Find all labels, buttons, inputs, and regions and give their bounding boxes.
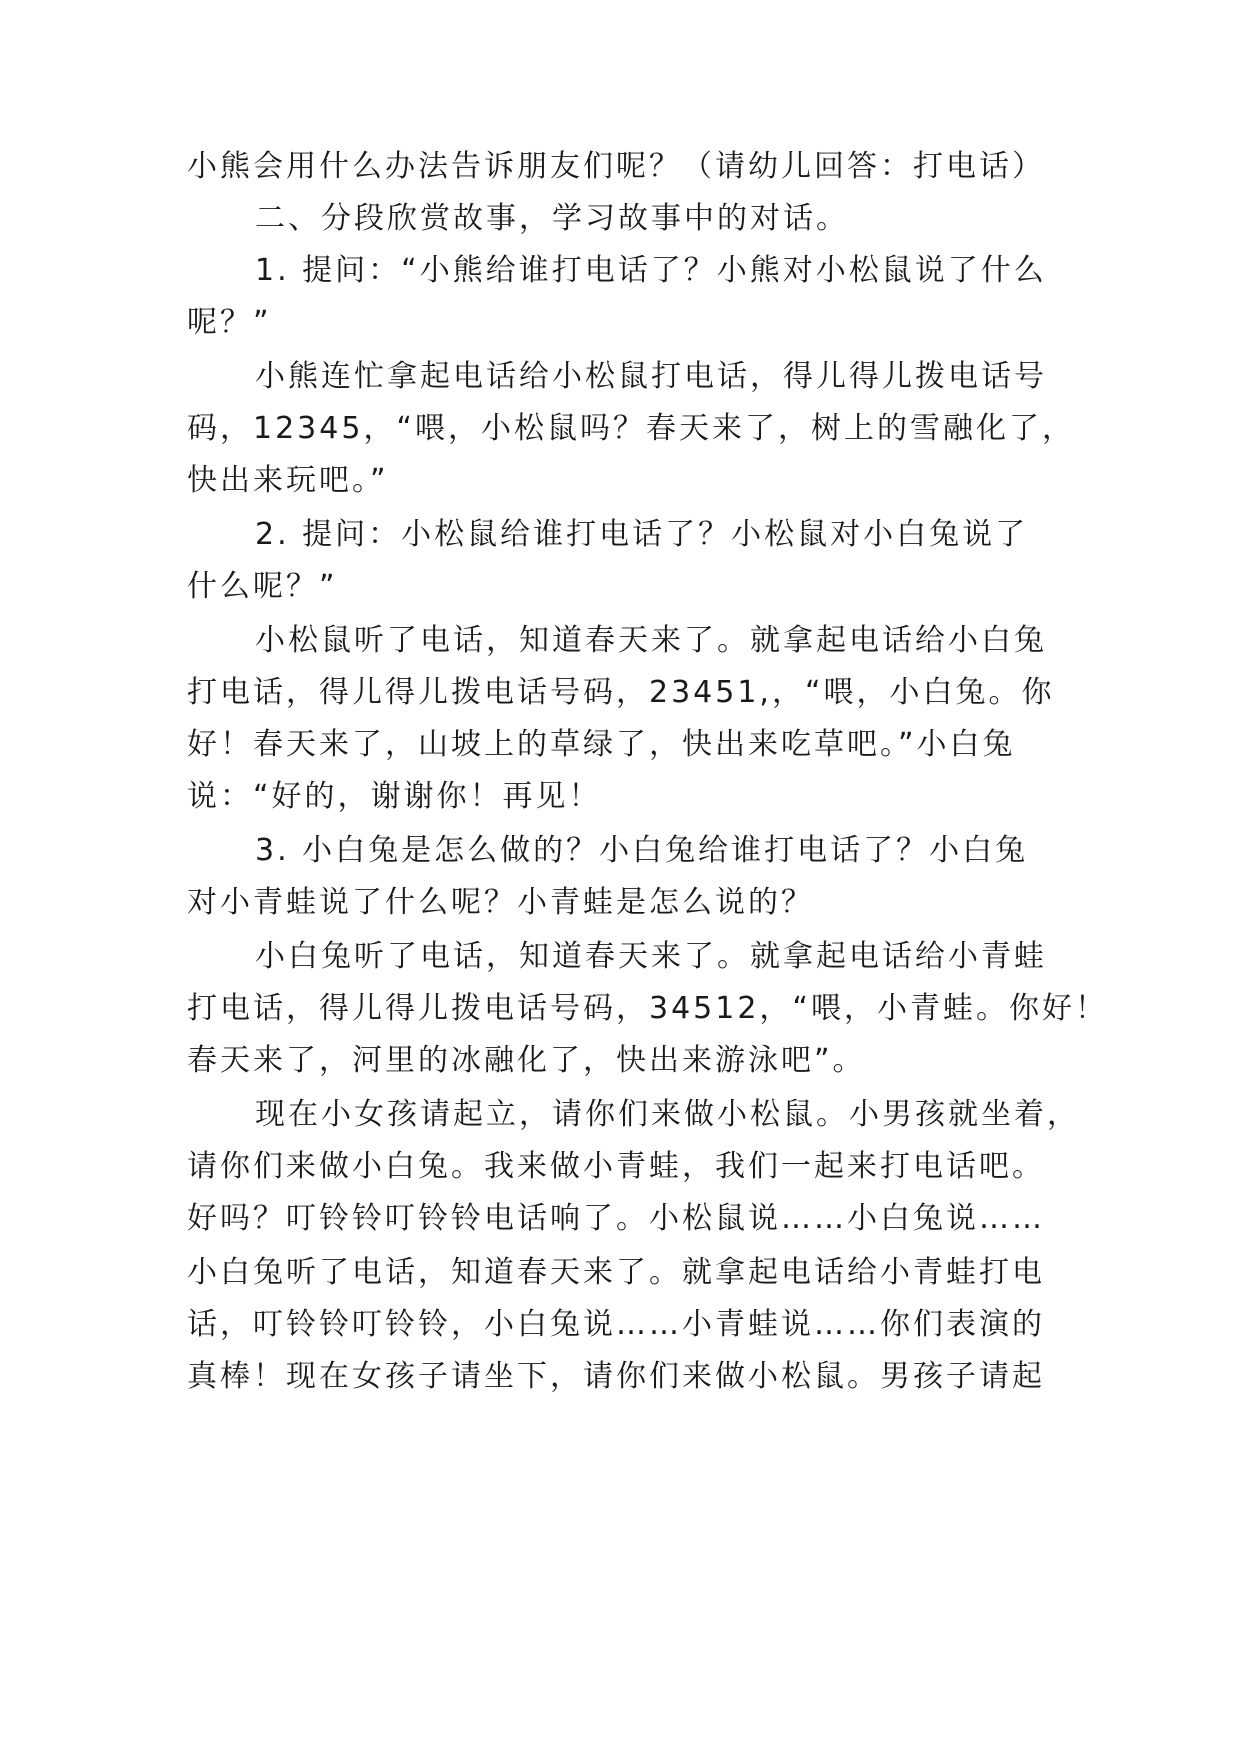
text-line: 请你们来做小白兔。我来做小青蛙，我们一起来打电话吧。 (187, 1149, 1045, 1184)
text-line: 好！春天来了，山坡上的草绿了，快出来吃草吧。”小白兔 (187, 727, 1016, 762)
section-heading: 二、分段欣赏故事，学习故事中的对话。 (255, 201, 849, 236)
text-line: 什么呢？” (187, 569, 338, 604)
text-line: 1. 提问：“小熊给谁打电话了？小熊对小松鼠说了什么 (255, 253, 1047, 288)
text-line: 打电话，得儿得儿拨电话号码，23451,，“喂，小白兔。你 (187, 675, 1055, 710)
text-line: 呢？” (187, 305, 272, 340)
text-line: 现在小女孩请起立，请你们来做小松鼠。小男孩就坐着， (255, 1097, 1080, 1132)
text-line: 好吗？叮铃铃叮铃铃电话响了。小松鼠说……小白兔说…… (187, 1201, 1045, 1236)
text-line: 3. 小白兔是怎么做的？小白兔给谁打电话了？小白兔 (255, 833, 1029, 868)
text-line: 小白兔听了电话，知道春天来了。就拿起电话给小青蛙打电 (187, 1255, 1045, 1290)
text-line: 话，叮铃铃叮铃铃，小白兔说……小青蛙说……你们表演的 (187, 1307, 1045, 1342)
text-line: 小松鼠听了电话，知道春天来了。就拿起电话给小白兔 (255, 623, 1047, 658)
text-line: 小熊连忙拿起电话给小松鼠打电话，得儿得儿拨电话号 (255, 359, 1047, 394)
text-line: 春天来了，河里的冰融化了，快出来游泳吧”。 (187, 1043, 866, 1078)
text-line: 小熊会用什么办法告诉朋友们呢？（请幼儿回答：打电话） (187, 149, 1045, 184)
text-line: 码，12345，“喂，小松鼠吗？春天来了，树上的雪融化了， (187, 411, 1075, 446)
text-line: 对小青蛙说了什么呢？小青蛙是怎么说的？ (187, 885, 814, 920)
text-line: 真棒！现在女孩子请坐下，请你们来做小松鼠。男孩子请起 (187, 1359, 1045, 1394)
text-line: 小白兔听了电话，知道春天来了。就拿起电话给小青蛙 (255, 939, 1047, 974)
text-line: 打电话，得儿得儿拨电话号码，34512，“喂，小青蛙。你好！ (187, 991, 1108, 1026)
text-line: 说：“好的，谢谢你！再见！ (187, 779, 602, 814)
text-line: 2. 提问：小松鼠给谁打电话了？小松鼠对小白兔说了 (255, 517, 1029, 552)
text-line: 快出来玩吧。” (187, 463, 389, 498)
